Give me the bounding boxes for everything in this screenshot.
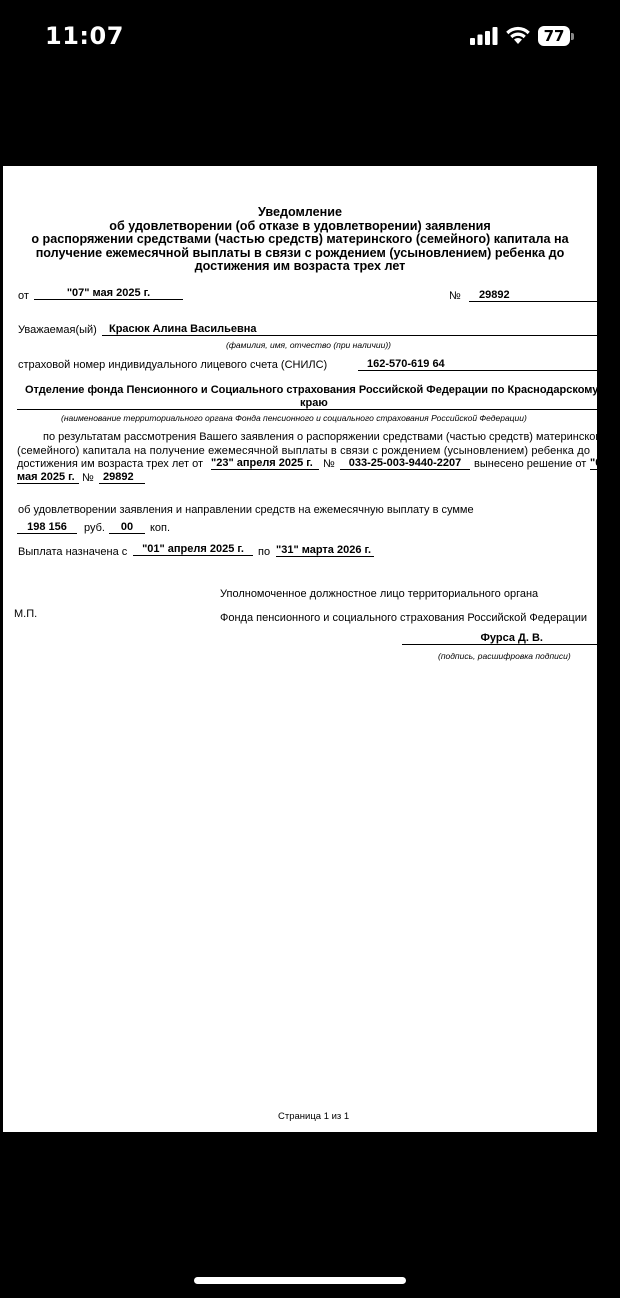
date-label: от xyxy=(18,290,29,302)
office-underline xyxy=(17,409,597,410)
body-line-3-prefix: достижения им возраста трех лет от xyxy=(17,458,204,470)
title-line-3: о распоряжении средствами (частью средств) материнского (семейного) капитала на xyxy=(31,232,569,246)
amount-kopecks: 00 xyxy=(109,521,145,534)
approval-text: об удовлетворении заявления и направлении средств на ежемесячную выплату в сумме xyxy=(18,504,474,516)
document-title xyxy=(3,206,597,274)
application-number-label: № xyxy=(323,458,335,470)
wifi-icon xyxy=(505,25,531,45)
decision-date-start: "07" xyxy=(590,457,620,470)
body-line-2: (семейного) капитала на получение ежемесячной выплаты в связи с рождением (усыновлением) ребенка до xyxy=(17,445,591,457)
number-label: № xyxy=(449,290,461,302)
application-number: 033-25-003-9440-2207 xyxy=(340,457,470,470)
notice-date: "07" мая 2025 г. xyxy=(34,287,183,300)
status-bar xyxy=(0,0,600,80)
payment-to-label: по xyxy=(258,546,271,558)
addressee-label: Уважаемая(ый) xyxy=(18,324,97,336)
cellular-signal-icon xyxy=(470,27,498,45)
stamp-label: М.П. xyxy=(14,608,38,620)
signatory-name xyxy=(402,632,597,645)
signature-hint: (подпись, расшифровка подписи) xyxy=(438,651,571,661)
office-name-line-1: Отделение фонда Пенсионного и Социального страхования Российской Федерации по Краснодарскому xyxy=(25,384,599,396)
payment-period-label: Выплата назначена с xyxy=(18,546,128,558)
official-title-line-1: Уполномоченное должностное лицо территориального органа xyxy=(220,588,539,600)
status-time: 11:07 xyxy=(45,22,124,50)
decision-number-label: № xyxy=(82,472,94,484)
home-indicator[interactable] xyxy=(194,1277,406,1284)
document-page xyxy=(3,166,613,1132)
payment-start-date: "01" апреля 2025 г. xyxy=(133,543,253,556)
notice-number: 29892 xyxy=(469,289,607,302)
page-footer: Страница 1 из 1 xyxy=(278,1111,350,1122)
signatory-name-text: Фурса Д. В. xyxy=(480,632,543,644)
official-title-line-2: Фонда пенсионного и социального страхования Российской Федерации xyxy=(220,612,588,624)
office-name-line-2: краю xyxy=(300,397,328,409)
title-line-4: получение ежемесячной выплаты в связи с рождением (усыновлением) ребенка до xyxy=(35,245,565,260)
kopecks-label: коп. xyxy=(150,522,171,534)
office-hint: (наименование территориального органа Фонда пенсионного и социального страхования Российской Федерации) xyxy=(61,413,527,423)
title-line-5: достижения им возраста трех лет xyxy=(194,259,406,273)
addressee-name: Красюк Алина Васильевна xyxy=(102,323,604,336)
application-date: "23" апреля 2025 г. xyxy=(211,457,319,470)
title-line-2: об удовлетворении (об отказе в удовлетворении) заявления xyxy=(109,218,491,233)
decision-date-end: мая 2025 г. xyxy=(17,471,79,484)
battery-nub xyxy=(571,33,574,40)
addressee-hint: (фамилия, имя, отчество (при наличии)) xyxy=(226,340,391,350)
body-line-3-suffix: вынесено решение от xyxy=(474,458,587,470)
title-line-1: Уведомление xyxy=(258,205,342,219)
snils-value: 162-570-619 64 xyxy=(358,358,606,371)
body-line-1: по результатам рассмотрения Вашего заявления о распоряжении средствами (частью средств) материнского xyxy=(43,431,606,443)
snils-label: страховой номер индивидуального лицевого счета (СНИЛС) xyxy=(18,359,328,371)
rubles-label: руб. xyxy=(84,522,105,534)
battery-icon: 77 xyxy=(538,26,570,46)
decision-number: 29892 xyxy=(99,471,145,484)
payment-end-date: "31" марта 2026 г. xyxy=(276,544,374,557)
amount-rubles: 198 156 xyxy=(17,521,77,534)
